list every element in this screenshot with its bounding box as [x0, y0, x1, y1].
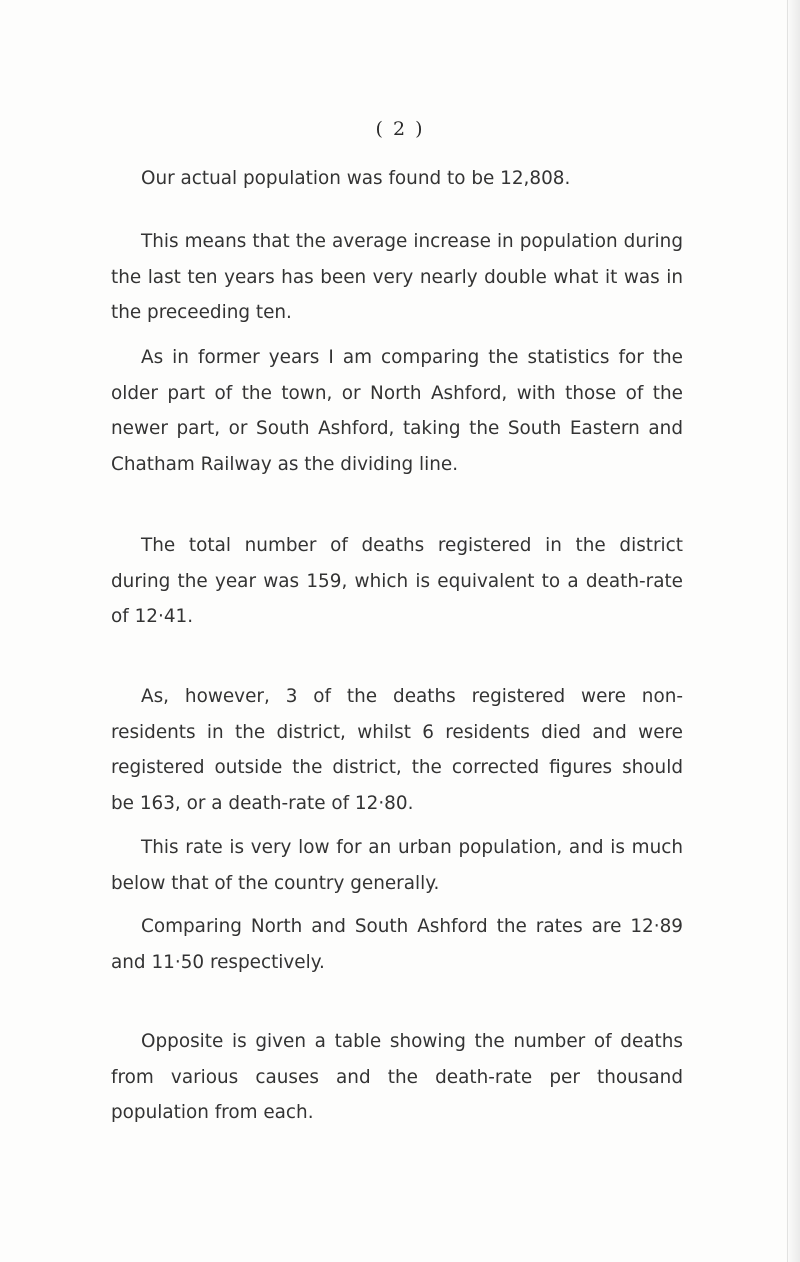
paragraph-text: As, however, 3 of the deaths registered were non-residents in the district, whilst 6 residents died and were registered outside the district, the corrected figures should be 163, or a death-rate of 12·80. — [111, 686, 683, 814]
page-edge-shadow — [786, 0, 800, 1262]
paragraph-text: As in former years I am comparing the statistics for the older part of the town, or North Ashford, with those of the newer part, or South Ashford, taking the South Eastern and Chatham Railway as the dividing line. — [111, 347, 683, 475]
paragraph-table-reference — [111, 1024, 683, 1131]
paragraph-text: Comparing North and South Ashford the rates are 12·89 and 11·50 respectively. — [111, 916, 683, 973]
paragraph-rate-comparison — [111, 830, 683, 901]
paragraph-text: This means that the average increase in population during the last ten years has been very nearly double what it was in the preceeding ten. — [111, 231, 683, 323]
paragraph-total-deaths — [111, 528, 683, 635]
paragraph-average-increase — [111, 224, 683, 331]
page-number: ( 2 ) — [375, 118, 425, 140]
paragraph-north-south-rates — [111, 909, 683, 980]
paragraph-population — [111, 161, 683, 197]
paragraph-text: The total number of deaths registered in the district during the year was 159, which is equivalent to a death-rate of 12·41. — [111, 535, 683, 627]
paragraph-text: This rate is very low for an urban population, and is much below that of the country generally. — [111, 837, 683, 894]
paragraph-corrected-figures — [111, 679, 683, 821]
paragraph-text: Our actual population was found to be 12,808. — [141, 168, 571, 189]
paragraph-text: Opposite is given a table showing the number of deaths from various causes and the death-rate per thousand population from each. — [111, 1031, 683, 1123]
paragraph-comparison-areas — [111, 340, 683, 482]
page-edge-line — [787, 0, 788, 1262]
